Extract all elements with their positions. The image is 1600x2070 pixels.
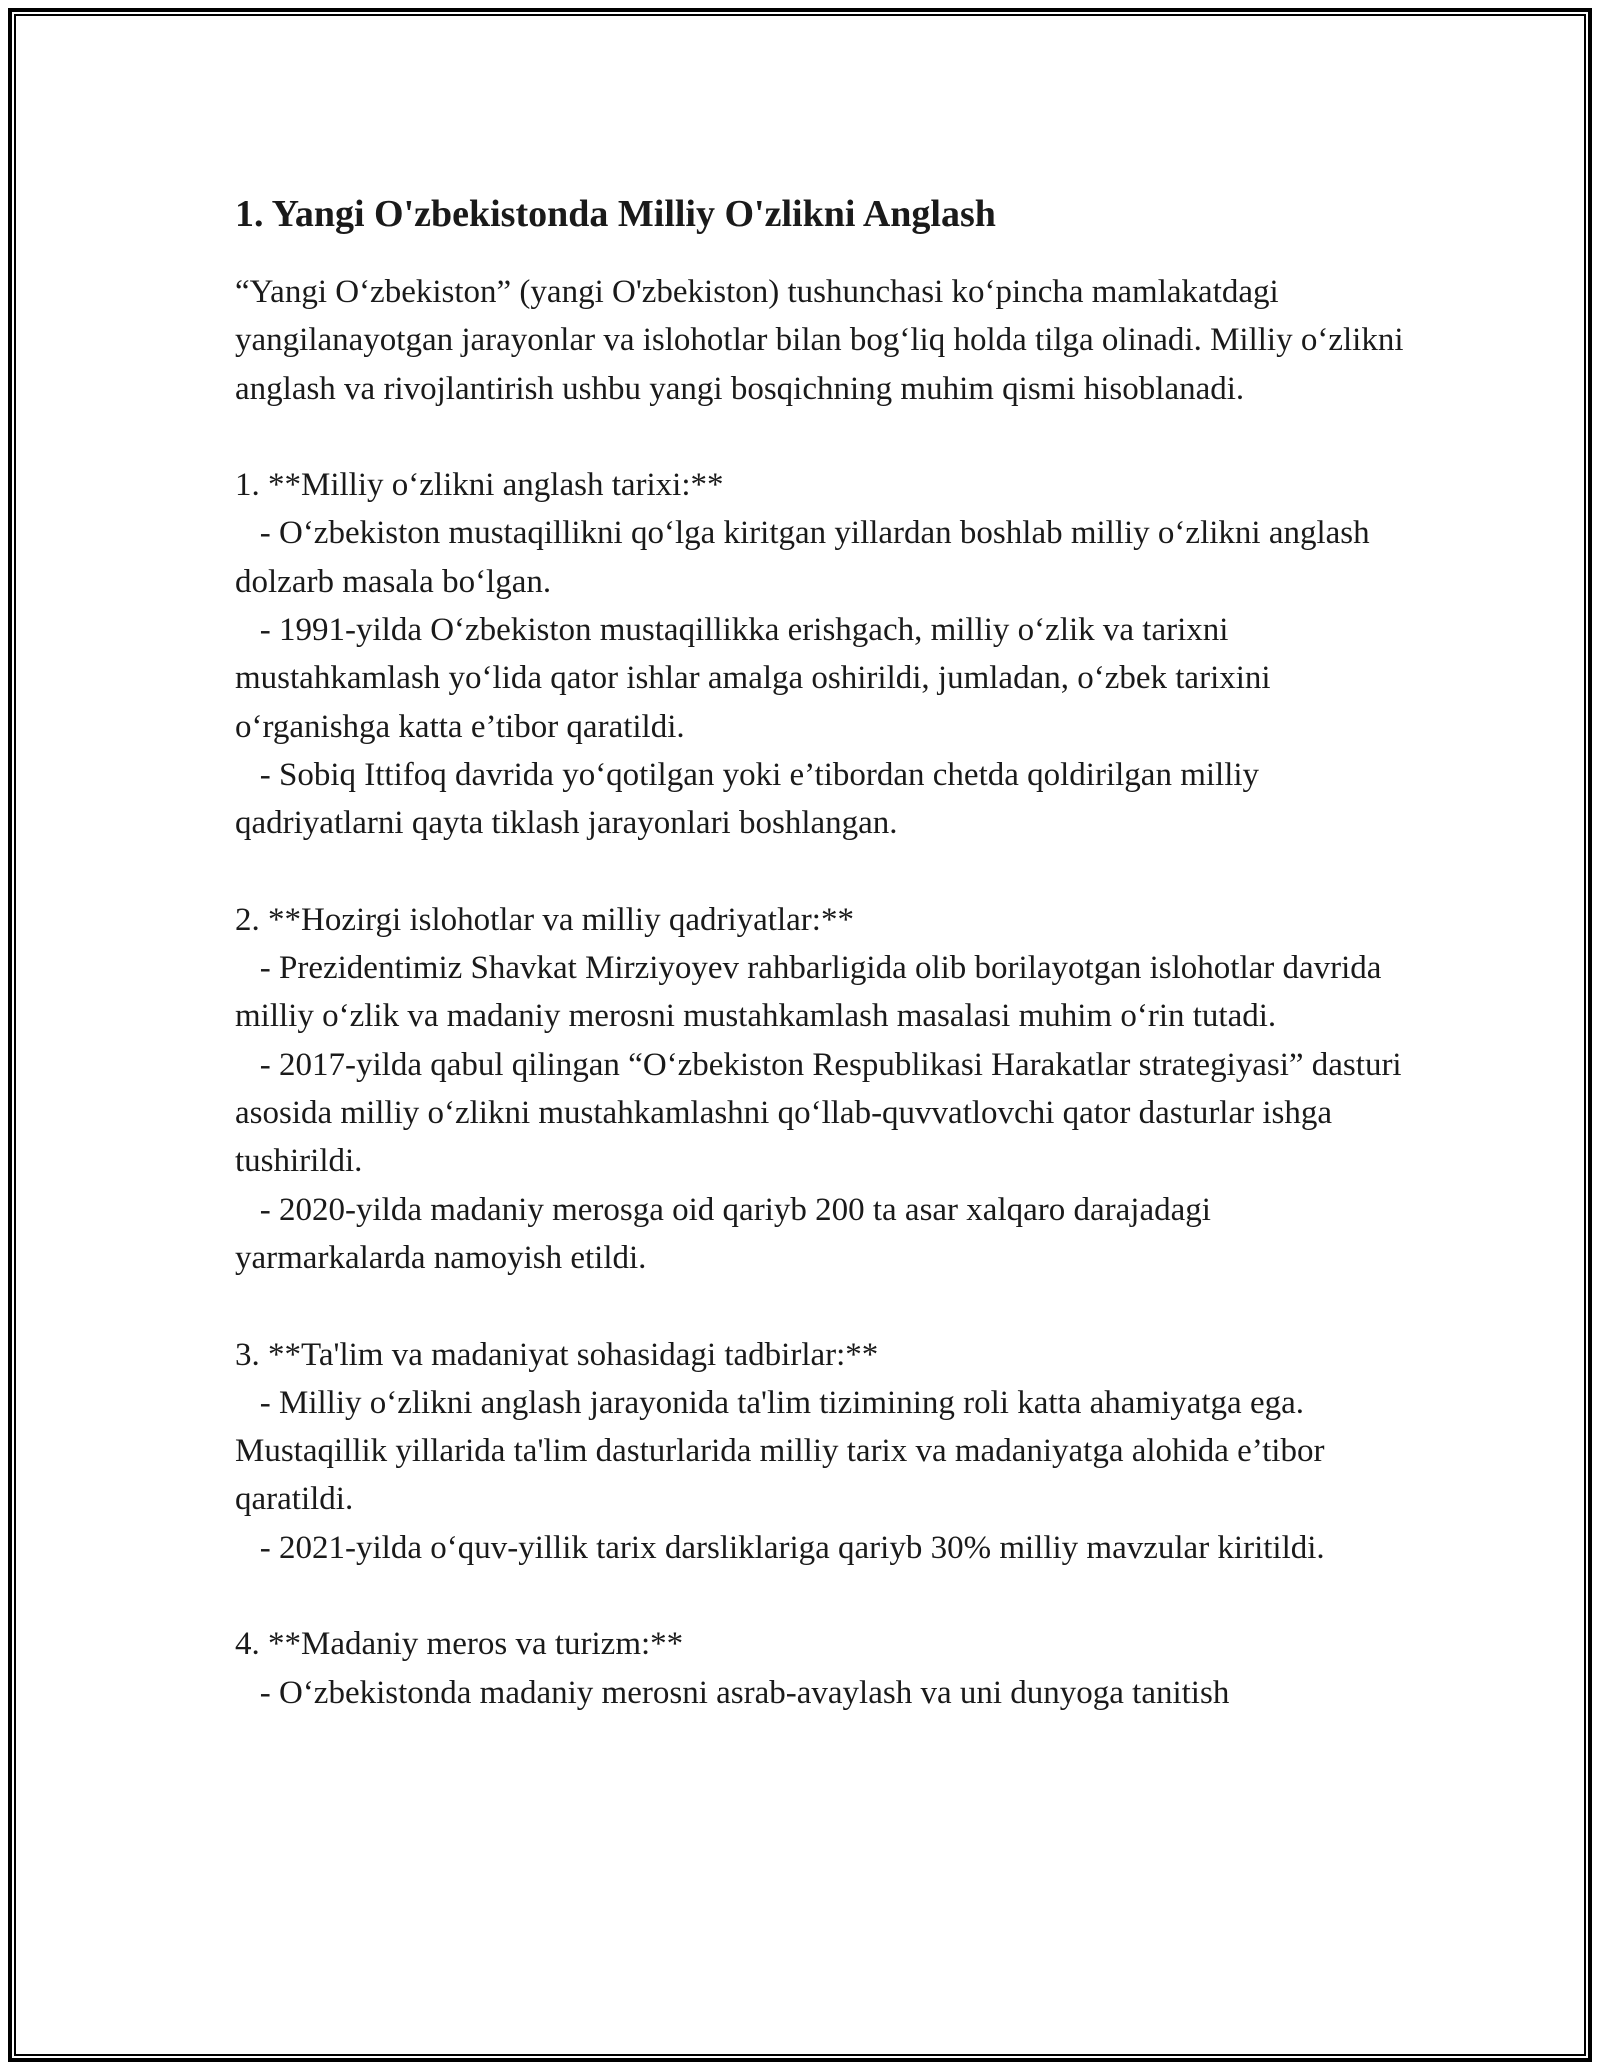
section-heading: 1. **Milliy o‘zlikni anglash tarixi:** — [235, 467, 724, 504]
list-item: - 2021-yilda o‘quv-yillik tarix darsliklariga qariyb 30% milliy mavzular kiritildi. — [235, 1529, 1325, 1566]
document-body — [235, 186, 1412, 1717]
list-item: - 2020-yilda madaniy merosga oid qariyb 200 ta asar xalqaro darajadagi yarmarkalarda namoyish etildi. — [235, 1191, 1220, 1276]
list-item: - 2017-yilda qabul qilingan “O‘zbekiston Respublikasi Harakatlar strategiyasi” dasturi asosida milliy o‘zlikni mustahkamlashni qo‘llab-quvvatlovchi qator dasturlar ishga tushirildi. — [235, 1046, 1410, 1180]
section-heading: 3. **Ta'lim va madaniyat sohasidagi tadbirlar:** — [235, 1336, 879, 1373]
section-2 — [235, 896, 1410, 1282]
section-heading: 2. **Hozirgi islohotlar va milliy qadriyatlar:** — [235, 901, 854, 938]
list-item: - Prezidentimiz Shavkat Mirziyoyev rahbarligida olib borilayotgan islohotlar davrida milliy o‘zlik va madaniy merosni mustahkamlash masalasi muhim o‘rin tutadi. — [235, 950, 1390, 1035]
section-heading: 4. **Madaniy meros va turizm:** — [235, 1626, 684, 1663]
intro-paragraph: “Yangi O‘zbekiston” (yangi O'zbekiston) tushunchasi ko‘pincha mamlakatdagi yangilanayotgan jarayonlar va islohotlar bilan bog‘liq holda tilga olinadi. Milliy o‘zlikni anglash va rivojlantirish ushbu yangi bosqichning muhim qismi hisoblanadi. — [235, 274, 1412, 407]
list-item: - O‘zbekiston mustaqillikni qo‘lga kiritgan yillardan boshlab milliy o‘zlikni anglash dolzarb masala bo‘lgan. — [235, 515, 1378, 600]
spacer — [235, 1572, 1405, 1620]
document-title: 1. Yangi O'zbekistonda Milliy O'zlikni Anglash — [235, 193, 996, 235]
list-item: - Milliy o‘zlikni anglash jarayonida ta'lim tizimining roli katta ahamiyatga ega. Mustaqillik yillarida ta'lim dasturlarida milliy tarix va madaniyatga alohida e’tibor qaratildi. — [235, 1384, 1333, 1518]
spacer — [235, 413, 1405, 461]
section-3 — [235, 1331, 1405, 1572]
section-4 — [235, 1620, 1405, 1717]
list-item: - O‘zbekistonda madaniy merosni asrab-avaylash va uni dunyoga tanitish — [235, 1674, 1230, 1711]
spacer — [235, 1282, 1405, 1330]
list-item: - 1991-yilda O‘zbekiston mustaqillikka erishgach, milliy o‘zlik va tarixni mustahkamlash yo‘lida qator ishlar amalga oshirildi, jumladan, o‘zbek tarixini o‘rganishga katta e’tibor qaratildi. — [235, 612, 1279, 745]
list-item: - Sobiq Ittifoq davrida yo‘qotilgan yoki e’tibordan chetda qoldirilgan milliy qadriyatlarni qayta tiklash jarayonlari boshlangan. — [235, 756, 1268, 842]
section-1 — [235, 461, 1405, 847]
spacer — [235, 848, 1405, 896]
